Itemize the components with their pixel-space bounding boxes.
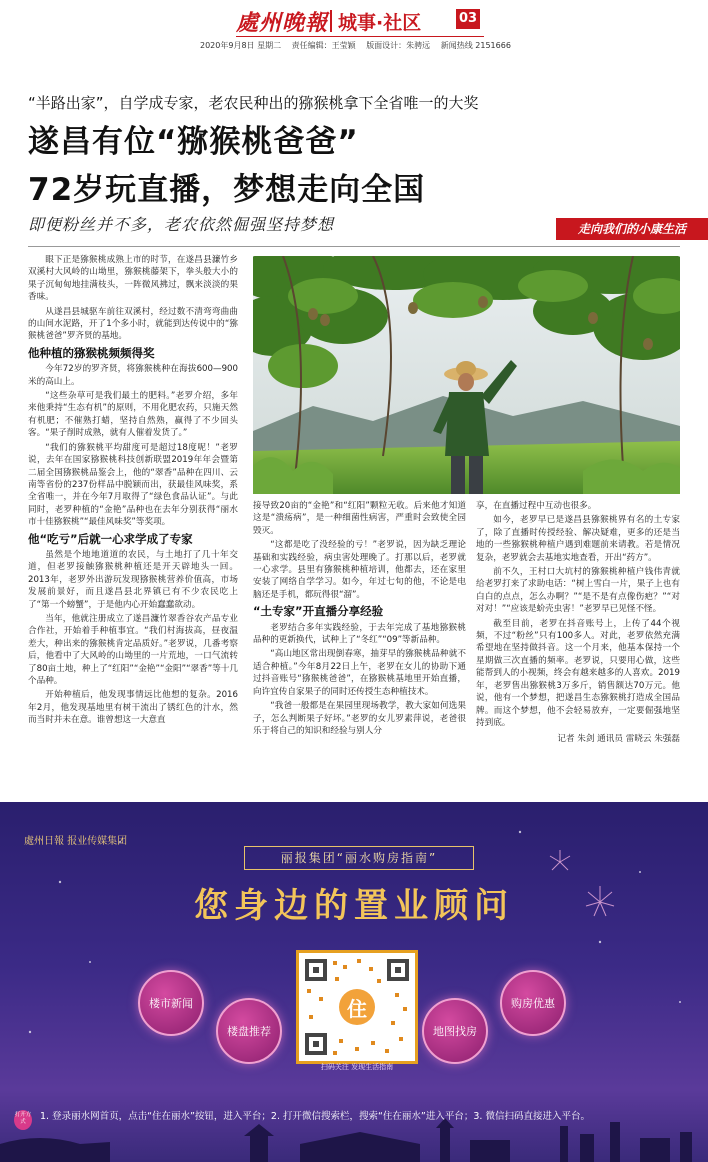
- paragraph: “我们的猕猴桃平均甜度可是超过18度呢！”老罗说，去年在国家猕猴桃科技创新联盟2019年年会暨第二届全国猕猴桃品鉴会上，他的“翠香”品种在四川、云南等省份的237份样品中脱颖而出，获最佳风味奖，系全省唯一，并在今年7月取得了“绿色食品认证”。与此同时，老罗种植的“金艳”品种也在去年分别获得“丽水市十佳猕猴桃”“最佳风味奖”等奖项。: [28, 442, 238, 528]
- ad-button-property-picks[interactable]: 楼盘推荐: [216, 998, 282, 1064]
- paragraph: 开始种植后，他发现事情远比他想的复杂。2016年2月，他发现基地里有树干流出了锈红色的汁水，然而当时并未在意。谁曾想这一大意直: [28, 690, 238, 726]
- article-column-3: [476, 500, 680, 796]
- kiwi-orchard-illustration: [253, 256, 680, 494]
- page-number: 03: [456, 9, 480, 29]
- issue-info: [200, 40, 519, 51]
- ad-button-property-news[interactable]: 楼市新闻: [138, 970, 204, 1036]
- news-hotline: 新闻热线 2151666: [440, 41, 511, 50]
- paragraph: 今年72岁的罗齐贤，将猕猴桃种在海拔600—900米的高山上。: [28, 364, 238, 387]
- masthead: [0, 0, 708, 52]
- paragraph: 前不久，王村口大坑村的猕猴桃种植户钱伟青就给老罗打来了求助电话：“树上雪白一片，果子上也有白白的点点，怎么办啊？”“是不是有点像伤疤？”“对对对！”“应该是蚧壳虫害！”老罗早已见怪不怪。: [476, 567, 680, 615]
- ad-button-map-search[interactable]: 地图找房: [422, 998, 488, 1064]
- paragraph: “这些杂草可是我们最土的肥料。”老罗介绍，多年来他秉持“生态有机”的原则，不用化肥农药，只施天然有机肥；不催熟打蜡，坚持自然熟，赢得了不少回头客。“果子削时成熟，就有人催着发货了。”: [28, 391, 238, 439]
- ad-top-label: 丽报集团“丽水购房指南”: [244, 846, 474, 870]
- headline-line-2: 72岁玩直播，梦想走向全国: [28, 172, 426, 208]
- issue-date: 2020年9月8日 星期二: [200, 41, 282, 50]
- paragraph: 如今，老罗早已是遂昌县猕猴桃界有名的土专家了，除了直播时传授经验、解决疑难，更多的还是当地的一些猕猴桃种植户遇到难题前来请教。若是情况复杂，老罗就会去基地实地查看，开出“药方”。: [476, 515, 680, 563]
- issue-editor: 责任编辑：王莹颖: [291, 41, 356, 50]
- ad-title: 您身边的置业顾问: [194, 886, 514, 926]
- article-column-2: [253, 500, 466, 796]
- how-to-instructions: 1. 登录丽水网首页，点击“住在丽水”按钮，进入平台；2. 打开微信搜索栏，搜索“住在丽水”进入平台；3. 微信扫码直接进入平台。: [40, 1111, 590, 1122]
- qr-caption: 扫码关注 发现生活指南: [320, 1063, 394, 1071]
- issue-designer: 版面设计：朱骋远: [366, 41, 431, 50]
- article-subhead: “半路出家”，自学成专家，老农民种出的猕猴桃拿下全省唯一的大奖: [28, 94, 479, 112]
- section-heading: 他“吃亏”后就一心求学成了专家: [28, 531, 193, 546]
- section-title: 城事·社区: [338, 12, 422, 34]
- ad-button-discounts[interactable]: 购房优惠: [500, 970, 566, 1036]
- masthead-rule: [236, 36, 484, 37]
- how-to-badge: 打开方式: [14, 1110, 32, 1130]
- paragraph: 老罗结合多年实践经验，于去年完成了基地猕猴桃品种的更新换代，试种上了“冬红”“09”等新品种。: [253, 622, 466, 646]
- ad-publisher-logo: 處州日報 报业传媒集团: [24, 836, 128, 847]
- headline-line-1: 遂昌有位“猕猴桃爸爸”: [28, 124, 359, 160]
- paragraph: “高山地区常出现倒春寒，抽芽早的猕猴桃品种就不适合种植。”今年8月22日上午，老罗在女儿的协助下通过抖音账号“猕猴桃爸爸”，在猕猴桃基地里开始直播，向许宜传自家果子的同时还传授生态种植技术。: [253, 649, 466, 697]
- article-photo: [253, 256, 680, 494]
- article-deck: 即便粉丝并不多，老农依然倔强坚持梦想: [28, 215, 335, 234]
- ad-qr-code[interactable]: [296, 950, 418, 1064]
- paragraph: “这都是吃了没经验的亏！”老罗说，因为缺乏理论基础和实践经验，病虫害处理晚了。打那以后，老罗就一心求学。县里有猕猴桃种植培训，他都去，还在家里安装了网络自学学习。如今，年过七旬的他，不论是电脑还是手机，都玩得很“溜”。: [253, 540, 466, 600]
- paragraph: 眼下正是猕猴桃成熟上市的时节，在遂昌县濂竹乡双溪村大风岭的山坳里，猕猴桃藤架下，拳头般大小的果子沉甸甸地挂满枝头，一阵微风拂过，飘来淡淡的果香味。: [28, 255, 238, 303]
- paragraph: 当年，他就注册成立了遂昌濂竹翠香谷农产品专业合作社，开始着手种植事宜。“我们村海拔高，昼夜温差大，种出来的猕猴桃肯定品质好。”老罗说，几番考察后，他看中了大风岭的山坳里的一片荒地，一口气流转了80亩土地，种上了“红阳”“金艳”“金阳”“翠香”等十几个品种。: [28, 613, 238, 686]
- article-byline: 记者 朱剑 通讯员 雷晓云 朱强磊: [557, 734, 680, 745]
- paragraph: 截至目前，老罗在抖音账号上，上传了44个视频，不过“粉丝”只有100多人。对此，老罗依然充满希望地在坚持做抖音。这一个月来，他基本保持一个星期做三次直播的频率。老罗说，只要用心做，这些能帮到人的小视频，终会有越来越多的人喜欢。2019年，老罗售出猕猴桃3万多斤，销售额达70万元。他说，他有一个梦想，把遂昌生态猕猴桃打造成全国品牌。而这个梦想，他不会轻易放弃，一定要倔强地坚持到底。: [476, 618, 680, 728]
- column-tag: 走向我们的小康生活: [556, 218, 708, 240]
- real-estate-advertisement[interactable]: [0, 802, 708, 1162]
- article-column-1: [28, 254, 238, 796]
- paragraph: 享，在直播过程中互动也很多。: [476, 501, 597, 511]
- qr-center-glyph: 住: [347, 997, 367, 1021]
- masthead-divider: [330, 10, 332, 32]
- paragraph: 虽然是个地地道道的农民，与土地打了几十年交道，但老罗接触猕猴桃种植还是开天辟地头一回。2013年，老罗外出游玩发现猕猴桃营养价值高，市场发展前景好，而且遂昌县北界镇已有不少农民吃上了“第一个螃蟹”，于是他内心开始蠢蠢欲动。: [28, 549, 238, 610]
- paragraph: 接导致20亩的“金艳”和“红阳”颗粒无收。后来他才知道这是“溃疡病”，是一种细菌性病害，严重时会致使全园毁灭。: [253, 501, 466, 536]
- section-heading: 他种植的猕猴桃频频得奖: [28, 345, 155, 360]
- paragraph: “我爸一般都是在果园里现场教学，教大家如何选果子，怎么判断果子好坏。”老罗的女儿罗素萍说，老爸很乐于将自己的知识和经验与别人分: [253, 701, 466, 736]
- section-heading: “土专家”开直播分享经验: [253, 604, 384, 619]
- paragraph: 从遂昌县城驱车前往双溪村，经过数不清弯弯曲曲的山间水泥路，开了1个多小时，就能到达传说中的“猕猴桃爸爸”罗齐贤的基地。: [28, 306, 238, 342]
- newspaper-brand: 處州晚報: [236, 10, 329, 36]
- article-rule: [28, 246, 680, 247]
